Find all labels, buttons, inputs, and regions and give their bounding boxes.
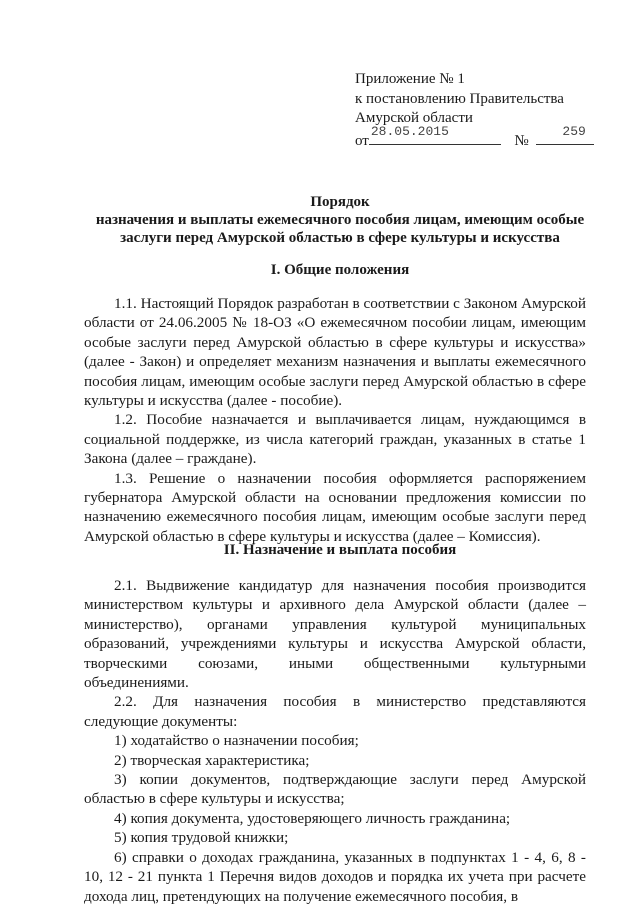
paragraph-1-3: 1.3. Решение о назначении пособия оформляется распоряжением губернатора Амурской области на основании предложения комиссии по назначению ежемесячного пособия лицам, имеющим особые заслуги перед Амурской областью в сфере культуры и искусства (далее – Комиссия). bbox=[84, 469, 586, 545]
section-1-body bbox=[84, 294, 586, 546]
number-label: № bbox=[514, 132, 529, 149]
list-item: 1) ходатайство о назначении пособия; bbox=[114, 732, 359, 750]
section-2-body bbox=[84, 576, 586, 906]
date-value: 28.05.2015 bbox=[370, 123, 449, 139]
section-1-title: I. Общие положения bbox=[270, 262, 410, 278]
from-label: от bbox=[355, 132, 369, 149]
document-subtitle-1: назначения и выплаты ежемесячного пособия лицам, имеющим особые bbox=[95, 212, 585, 228]
list-item: 2) творческая характеристика; bbox=[114, 751, 310, 769]
section-2-title: II. Назначение и выплата пособия bbox=[223, 542, 457, 558]
appendix-line-3: Амурской области bbox=[355, 110, 473, 126]
list-item: 4) копия документа, удостоверяющего личность гражданина; bbox=[114, 809, 511, 827]
appendix-date-line bbox=[355, 123, 594, 152]
document-title: Порядок bbox=[310, 194, 370, 210]
paragraph-2-2: 2.2. Для назначения пособия в министерство представляются следующие документы: bbox=[84, 693, 586, 730]
number-value: 259 bbox=[562, 123, 586, 139]
document-subtitle-2: заслуги перед Амурской областью в сфере культуры и искусства bbox=[120, 230, 560, 246]
paragraph-2-1: 2.1. Выдвижение кандидатур для назначения пособия производится министерством культуры и архивного дела Амурской области (далее – министерство), органами управления культурой муниципальных образований, учреждениями культуры и искусства Амурской области, творческими союзами, иными общественными культурными объединениями. bbox=[84, 577, 586, 692]
list-item: 3) копии документов, подтверждающие заслуги перед Амурской областью в сфере культуры и искусства; bbox=[84, 771, 586, 808]
list-item: 6) справки о доходах гражданина, указанных в подпунктах 1 - 4, 6, 8 - 10, 12 - 21 пункта 1 Перечня видов доходов и порядка их учета при расчете дохода лиц, претендующих на получение ежемесячного пособия, в bbox=[84, 848, 586, 905]
paragraph-1-2: 1.2. Пособие назначается и выплачивается лицам, нуждающимся в социальной поддержке, из числа категорий граждан, указанных в статье 1 Закона (далее – граждане). bbox=[84, 411, 586, 468]
appendix-line-1: Приложение № 1 bbox=[355, 71, 465, 87]
paragraph-1-1: 1.1. Настоящий Порядок разработан в соответствии с Законом Амурской области от 24.06.2005 № 18-ОЗ «О ежемесячном пособии лицам, имеющим особые заслуги перед Амурской областью в сфере культуры и искусства» (далее - Закон) и определяет механизм назначения и выплаты ежемесячного пособия лицам, имеющим особые заслуги перед Амурской областью в сфере культуры и искусства (далее - пособие). bbox=[84, 295, 586, 410]
appendix-block bbox=[355, 70, 594, 151]
appendix-line-2: к постановлению Правительства bbox=[355, 90, 564, 107]
number-field bbox=[536, 123, 594, 145]
date-field bbox=[369, 123, 501, 145]
list-item: 5) копия трудовой книжки; bbox=[114, 829, 289, 847]
